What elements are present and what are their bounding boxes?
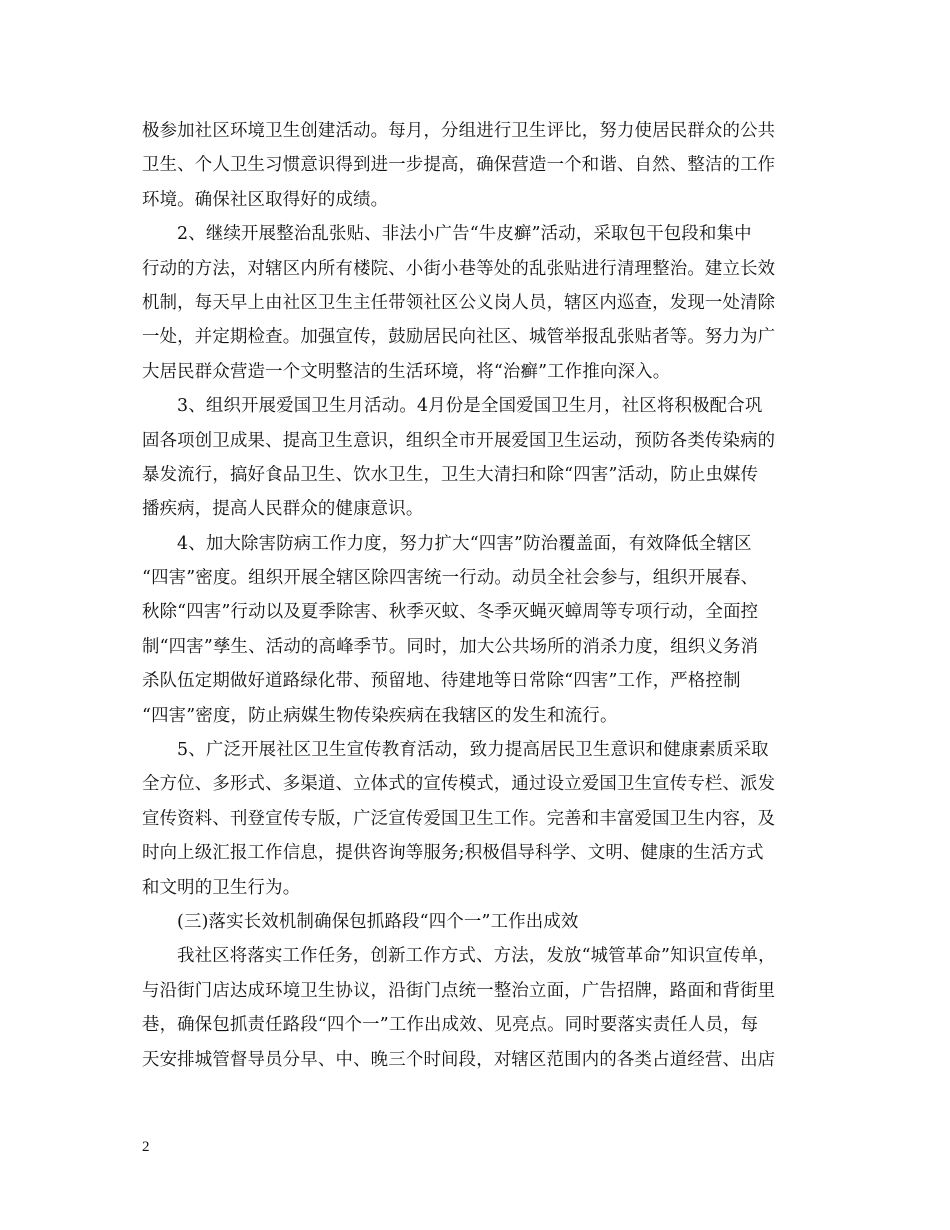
section-heading: (三)落实长效机制确保包抓路段“四个一”工作出成效 — [177, 911, 579, 932]
text-line-12: 播疾病，提高人民群众的健康意识。 — [142, 499, 424, 520]
text-line-17: 杀队伍定期做好道路绿化带、预留地、待建地等日常除“四害”工作，严格控制 — [142, 671, 741, 692]
text-line-7: 一处，并定期检查。加强宣传，鼓励居民向社区、城管举报乱张贴者等。努力为广 — [142, 327, 776, 348]
text-line-28: 天安排城管督导员分早、中、晚三个时间段，对辖区范围内的各类占道经营、出店 — [142, 1049, 776, 1070]
text-line-5: 行动的方法，对辖区内所有楼院、小街小巷等处的乱张贴进行清理整治。建立长效 — [142, 258, 776, 279]
text-line-3: 环境。确保社区取得好的成绩。 — [142, 189, 389, 210]
text-line-22: 时向上级汇报工作信息，提供咨询等服务;积极倡导科学、文明、健康的生活方式 — [142, 843, 764, 864]
text-line-11: 暴发流行，搞好食品卫生、饮水卫生，卫生大清扫和除“四害”活动，防止虫媒传 — [142, 464, 759, 485]
text-line-27: 巷，确保包抓责任路段“四个一”工作出成效、见亮点。同时要落实责任人员，每 — [142, 1015, 759, 1036]
text-line-2: 卫生、个人卫生习惯意识得到进一步提高，确保营造一个和谐、自然、整洁的工作 — [142, 155, 776, 176]
text-line-16: 制“四害”孳生、活动的高峰季节。同时，加大公共场所的消杀力度，组织义务消 — [142, 636, 759, 657]
text-line-20: 全方位、多形式、多渠道、立体式的宣传模式，通过设立爱国卫生宣传专栏、派发 — [142, 774, 776, 795]
text-line-23: 和文明的卫生行为。 — [142, 877, 301, 898]
text-line-13: 4、加大除害防病工作力度，努力扩大“四害”防治覆盖面，有效降低全辖区 — [177, 533, 752, 554]
text-line-9: 3、组织开展爱国卫生月活动。4月份是全国爱国卫生月，社区将积极配合巩 — [177, 396, 763, 417]
text-line-1: 极参加社区环境卫生创建活动。每月，分组进行卫生评比，努力使居民群众的公共 — [142, 121, 776, 141]
text-line-18: “四害”密度，防止病媒生物传染疾病在我辖区的发生和流行。 — [142, 705, 618, 726]
page-number: 2 — [142, 1139, 150, 1155]
text-line-8: 大居民群众营造一个文明整洁的生活环境，将“治癣”工作推向深入。 — [142, 361, 671, 382]
text-line-26: 与沿街门店达成环境卫生协议，沿街门点统一整治立面，广告招牌，路面和背街里 — [142, 980, 776, 1001]
text-line-25: 我社区将落实工作任务，创新工作方式、方法，发放“城管革命”知识宣传单， — [177, 946, 776, 967]
text-line-14: “四害”密度。组织开展全辖区除四害统一行动。动员全社会参与，组织开展春、 — [142, 568, 759, 589]
document-body — [142, 114, 817, 1077]
text-line-6: 机制，每天早上由社区卫生主任带领社区公义岗人员，辖区内巡查，发现一处清除 — [142, 292, 776, 313]
text-line-10: 固各项创卫成果、提高卫生意识，组织全市开展爱国卫生运动，预防各类传染病的 — [142, 430, 776, 451]
text-line-4: 2、继续开展整治乱张贴、非法小广告“牛皮癣”活动，采取包干包段和集中 — [177, 224, 752, 245]
text-line-19: 5、广泛开展社区卫生宣传教育活动，致力提高居民卫生意识和健康素质采取 — [177, 740, 769, 761]
text-line-15: 秋除“四害”行动以及夏季除害、秋季灭蚊、冬季灭蝇灭蟑周等专项行动，全面控 — [142, 602, 759, 623]
text-line-21: 宣传资料、刊登宣传专版，广泛宣传爱国卫生工作。完善和丰富爱国卫生内容，及 — [142, 808, 776, 829]
